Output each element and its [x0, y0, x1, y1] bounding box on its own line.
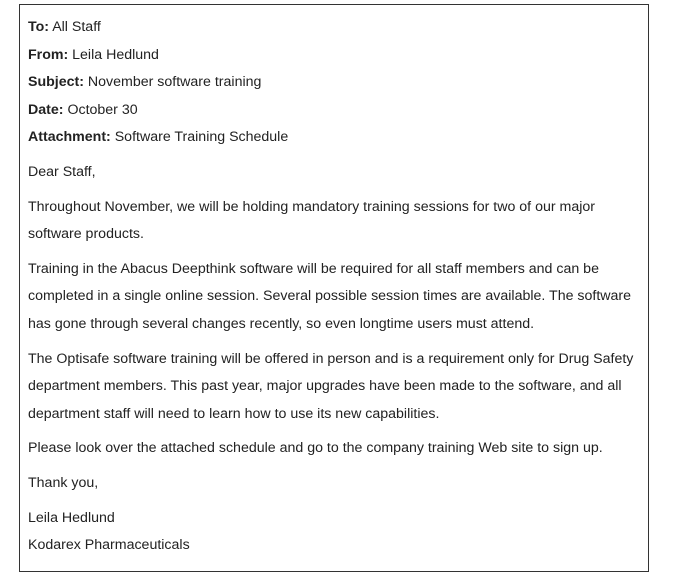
header-subject-label: Subject: [28, 74, 84, 91]
email-body [28, 14, 640, 560]
header-date-value: October 30 [67, 101, 138, 118]
header-to-value: All Staff [52, 19, 101, 35]
header-subject-value: November software training [87, 74, 262, 91]
paragraph-2: Training in the Abacus Deepthink software will be required for all staff members and can be completed in a single online session. Several possible session times are available. The software has gone through several changes recently, so even longtime users must attend. [28, 260, 632, 332]
paragraph-4: Please look over the attached schedule and go to the company training Web site to sign up. [28, 440, 603, 457]
signature-company: Kodarex Pharmaceuticals [28, 537, 190, 554]
header-attachment-label: Attachment: [28, 129, 111, 146]
header-attachment-value: Software Training Schedule [114, 129, 289, 146]
email-frame [19, 4, 649, 572]
header-from-value: Leila Hedlund [72, 46, 159, 63]
header-to-label: To: [28, 19, 50, 35]
header-subject [28, 69, 640, 97]
header-attachment [28, 124, 640, 152]
header-date [28, 97, 640, 125]
greeting: Dear Staff, [28, 163, 96, 180]
header-from-label: From: [28, 46, 69, 63]
closing: Thank you, [28, 474, 99, 491]
header-from [28, 42, 640, 70]
header-date-label: Date: [28, 101, 64, 118]
signature-name: Leila Hedlund [28, 509, 115, 526]
paragraph-3: The Optisafe software training will be offered in person and is a requirement only for Drug Safety department members. This past year, major upgrades have been made to the software, and all department staff will need to learn how to use its new capabilities. [28, 350, 634, 422]
paragraph-1: Throughout November, we will be holding mandatory training sessions for two of our major software products. [28, 198, 595, 243]
signature [28, 505, 640, 560]
header-to [28, 14, 640, 42]
